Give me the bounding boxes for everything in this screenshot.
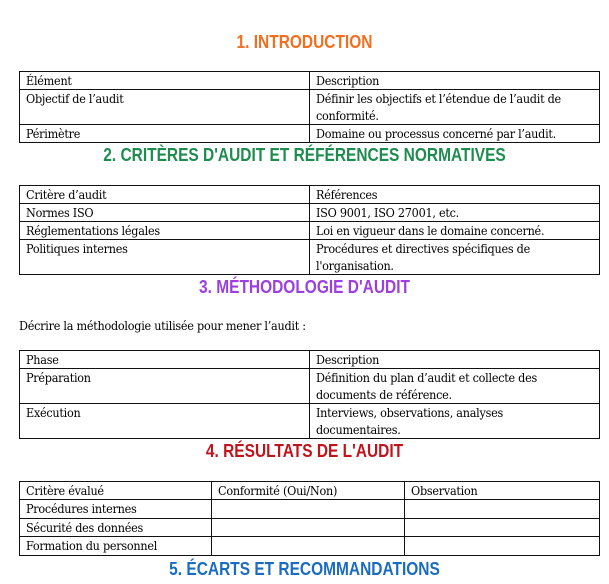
cell-observation[interactable] (405, 537, 600, 555)
table-row (20, 125, 600, 143)
header-cell-criterion: Critère évalué (20, 482, 212, 500)
cell-references: Loi en vigueur dans le domaine concerné. (310, 222, 600, 240)
section-heading-results: 4. RÉSULTATS DE L'AUDIT (205, 441, 404, 461)
header-cell-observation: Observation (405, 482, 600, 500)
header-cell-references: Références (310, 186, 600, 204)
table-header-row (20, 351, 600, 369)
table-header-row (20, 72, 600, 90)
section-heading-criteria: 2. CRITÈRES D'AUDIT ET RÉFÉRENCES NORMATIVES (103, 145, 506, 165)
cell-references: ISO 9001, ISO 27001, etc. (310, 204, 600, 222)
table-header-row (20, 186, 600, 204)
table-row (20, 204, 600, 222)
methodology-intro-text: Décrire la méthodologie utilisée pour mener l’audit : (19, 318, 306, 333)
cell-criterion: Réglementations légales (20, 222, 310, 240)
cell-criterion: Politiques internes (20, 240, 310, 275)
cell-observation[interactable] (405, 518, 600, 536)
table-row (20, 500, 600, 518)
header-cell-description: Description (310, 351, 600, 369)
cell-description: Interviews, observations, analyses documentaires. (310, 404, 600, 439)
table-row (20, 90, 600, 125)
header-cell-compliance: Conformité (Oui/Non) (212, 482, 405, 500)
cell-phase: Préparation (20, 369, 310, 404)
table-row (20, 369, 600, 404)
cell-criterion: Procédures internes (20, 500, 212, 518)
cell-element: Périmètre (20, 125, 310, 143)
header-cell-element: Élément (20, 72, 310, 90)
cell-compliance[interactable] (212, 537, 405, 555)
cell-description: Définir les objectifs et l’étendue de l’audit de conformité. (310, 90, 600, 125)
introduction-table (19, 71, 600, 143)
header-cell-criterion: Critère d’audit (20, 186, 310, 204)
cell-description: Domaine ou processus concerné par l’audit. (310, 125, 600, 143)
table-row (20, 240, 600, 275)
cell-criterion: Normes ISO (20, 204, 310, 222)
methodology-table (19, 350, 600, 439)
cell-compliance[interactable] (212, 500, 405, 518)
table-row (20, 404, 600, 439)
cell-phase: Exécution (20, 404, 310, 439)
cell-observation[interactable] (405, 500, 600, 518)
cell-description: Définition du plan d’audit et collecte des documents de référence. (310, 369, 600, 404)
section-heading-introduction: 1. INTRODUCTION (236, 32, 373, 52)
table-header-row (20, 482, 600, 500)
table-row (20, 537, 600, 555)
section-heading-methodology: 3. MÉTHODOLOGIE D'AUDIT (199, 277, 410, 297)
cell-compliance[interactable] (212, 518, 405, 536)
table-row (20, 518, 600, 536)
cell-references: Procédures et directives spécifiques de l'organisation. (310, 240, 600, 275)
cell-criterion: Formation du personnel (20, 537, 212, 555)
criteria-table (19, 185, 600, 275)
section-heading-gaps-recommendations: 5. ÉCARTS ET RECOMMANDATIONS (169, 559, 440, 579)
cell-criterion: Sécurité des données (20, 518, 212, 536)
header-cell-description: Description (310, 72, 600, 90)
cell-element: Objectif de l’audit (20, 90, 310, 125)
table-row (20, 222, 600, 240)
header-cell-phase: Phase (20, 351, 310, 369)
results-table (19, 481, 600, 556)
